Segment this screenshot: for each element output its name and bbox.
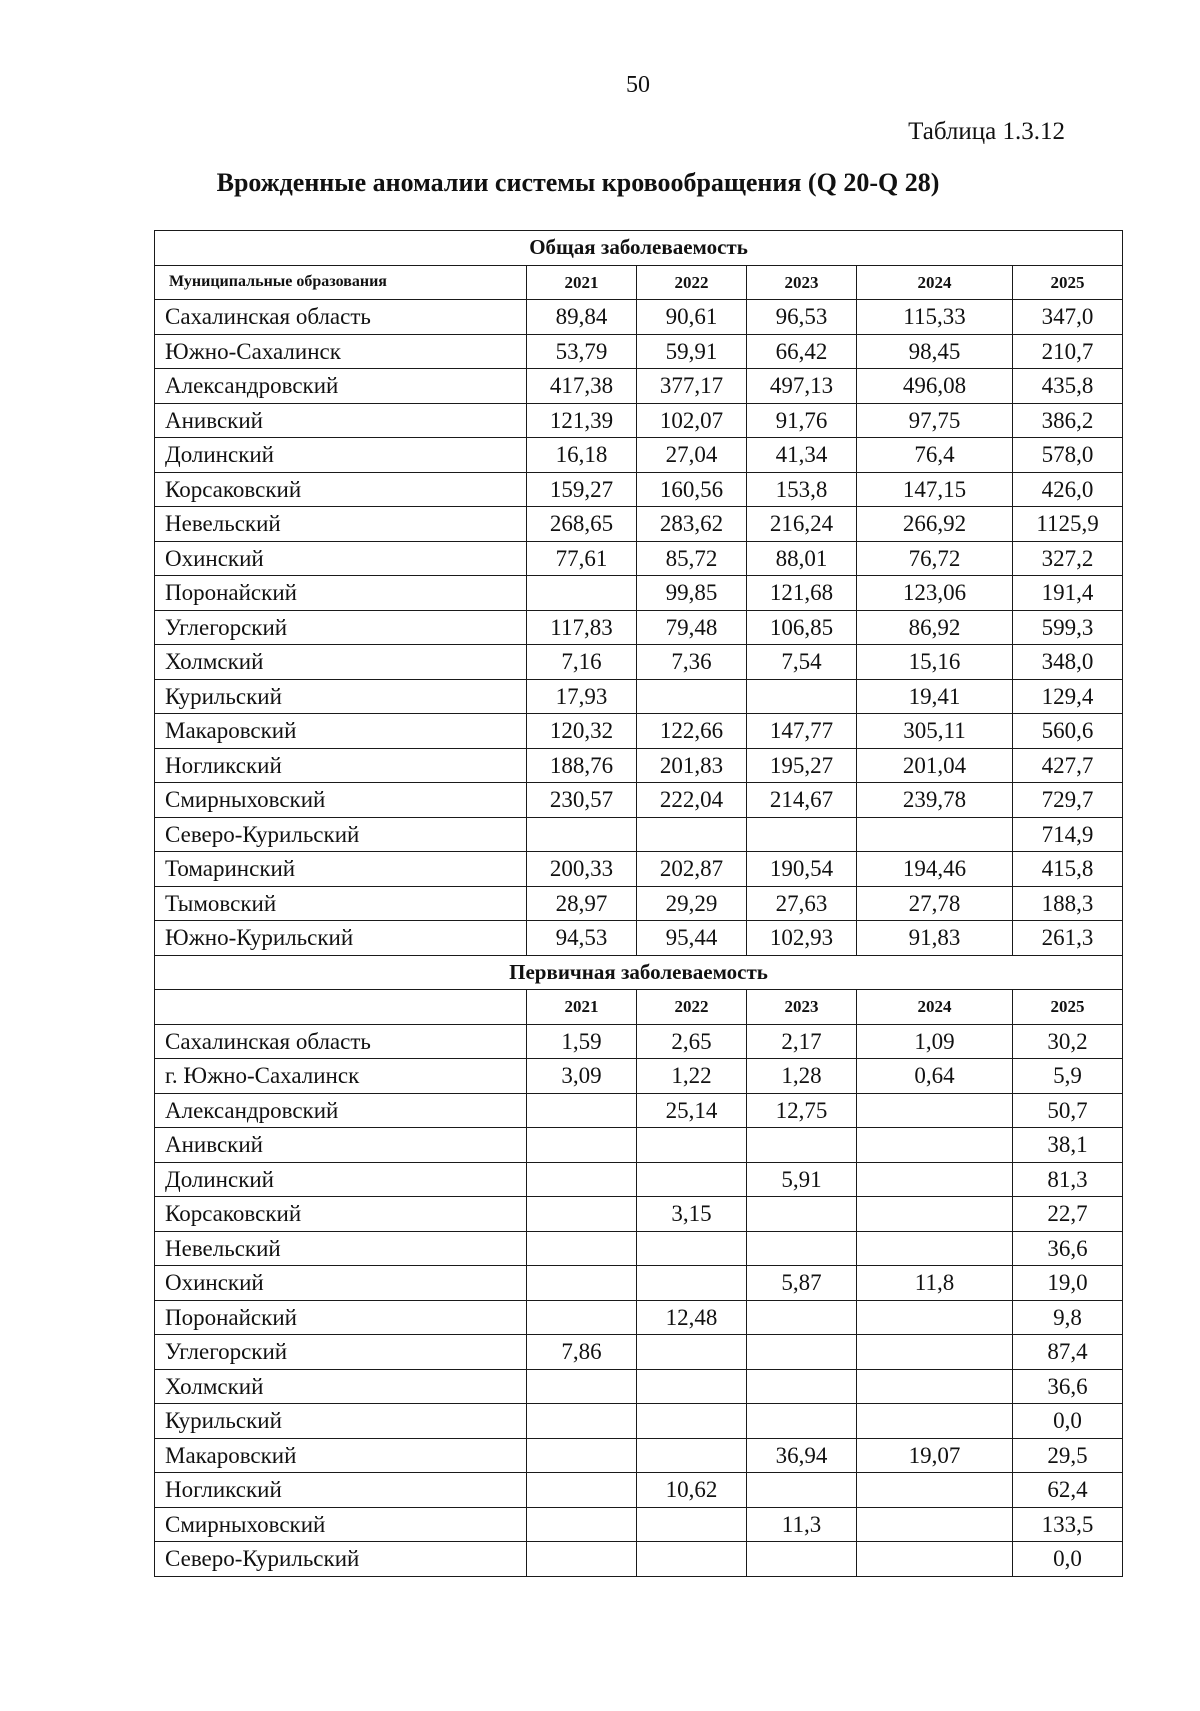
municipality-name: Северо-Курильский [155, 1542, 527, 1577]
table-row [155, 403, 1123, 438]
rate-value [527, 1197, 637, 1232]
rate-value: 121,39 [527, 403, 637, 438]
rate-value: 230,57 [527, 783, 637, 818]
rate-value: 27,63 [747, 886, 857, 921]
rate-value: 0,64 [857, 1059, 1013, 1094]
rate-value [857, 1335, 1013, 1370]
table-row [155, 472, 1123, 507]
rate-value: 66,42 [747, 334, 857, 369]
table-row [155, 1024, 1123, 1059]
rate-value: 7,16 [527, 645, 637, 680]
municipality-name: Смирныховский [155, 1507, 527, 1542]
rate-value: 5,9 [1013, 1059, 1123, 1094]
municipality-name: Курильский [155, 1404, 527, 1439]
municipality-name: Поронайский [155, 576, 527, 611]
rate-value [637, 679, 747, 714]
rate-value: 1,28 [747, 1059, 857, 1094]
municipality-name: Тымовский [155, 886, 527, 921]
municipality-name: Охинский [155, 1266, 527, 1301]
table-row [155, 645, 1123, 680]
rate-value: 188,3 [1013, 886, 1123, 921]
rate-value: 29,5 [1013, 1438, 1123, 1473]
rate-value: 305,11 [857, 714, 1013, 749]
rate-value: 0,0 [1013, 1542, 1123, 1577]
rate-value [637, 1404, 747, 1439]
rate-value [527, 1162, 637, 1197]
rate-value [527, 1542, 637, 1577]
table-row [155, 1369, 1123, 1404]
table-row [155, 714, 1123, 749]
rate-value: 348,0 [1013, 645, 1123, 680]
rate-value: 81,3 [1013, 1162, 1123, 1197]
header-year: 2021 [527, 990, 637, 1025]
header-year: 2025 [1013, 265, 1123, 300]
rate-value [857, 1300, 1013, 1335]
table-row [155, 1162, 1123, 1197]
rate-value [747, 1300, 857, 1335]
rate-value: 90,61 [637, 300, 747, 335]
rate-value: 95,44 [637, 921, 747, 956]
rate-value: 1,09 [857, 1024, 1013, 1059]
rate-value: 102,07 [637, 403, 747, 438]
rate-value [747, 1542, 857, 1577]
rate-value: 200,33 [527, 852, 637, 887]
table-header-row [155, 265, 1123, 300]
rate-value [527, 1093, 637, 1128]
rate-value: 129,4 [1013, 679, 1123, 714]
rate-value [747, 1473, 857, 1508]
rate-value: 121,68 [747, 576, 857, 611]
header-municipality: Муниципальные образования [155, 265, 527, 300]
rate-value: 160,56 [637, 472, 747, 507]
rate-value: 3,09 [527, 1059, 637, 1094]
header-year: 2023 [747, 265, 857, 300]
rate-value: 386,2 [1013, 403, 1123, 438]
rate-value: 191,4 [1013, 576, 1123, 611]
municipality-name: Невельский [155, 507, 527, 542]
rate-value [857, 1197, 1013, 1232]
municipality-name: Холмский [155, 645, 527, 680]
rate-value: 106,85 [747, 610, 857, 645]
table-row [155, 1473, 1123, 1508]
rate-value: 86,92 [857, 610, 1013, 645]
rate-value: 133,5 [1013, 1507, 1123, 1542]
rate-value: 560,6 [1013, 714, 1123, 749]
rate-value: 190,54 [747, 852, 857, 887]
rate-value: 153,8 [747, 472, 857, 507]
rate-value [857, 1369, 1013, 1404]
rate-value: 98,45 [857, 334, 1013, 369]
rate-value: 210,7 [1013, 334, 1123, 369]
rate-value: 147,15 [857, 472, 1013, 507]
rate-value: 11,8 [857, 1266, 1013, 1301]
rate-value: 19,07 [857, 1438, 1013, 1473]
table-row [155, 1438, 1123, 1473]
rate-value: 99,85 [637, 576, 747, 611]
rate-value: 496,08 [857, 369, 1013, 404]
table-row [155, 541, 1123, 576]
rate-value: 85,72 [637, 541, 747, 576]
table-row [155, 679, 1123, 714]
rate-value [637, 1438, 747, 1473]
rate-value: 377,17 [637, 369, 747, 404]
rate-value: 17,93 [527, 679, 637, 714]
morbidity-table [154, 230, 1123, 1577]
rate-value [527, 1128, 637, 1163]
table-header-row [155, 990, 1123, 1025]
municipality-name: г. Южно-Сахалинск [155, 1059, 527, 1094]
rate-value [747, 1231, 857, 1266]
municipality-name: Смирныховский [155, 783, 527, 818]
rate-value: 714,9 [1013, 817, 1123, 852]
page-number: 50 [626, 72, 650, 98]
rate-value: 729,7 [1013, 783, 1123, 818]
municipality-name: Александровский [155, 369, 527, 404]
rate-value: 77,61 [527, 541, 637, 576]
rate-value [527, 1266, 637, 1301]
rate-value: 202,87 [637, 852, 747, 887]
rate-value: 120,32 [527, 714, 637, 749]
rate-value: 261,3 [1013, 921, 1123, 956]
table-row [155, 1128, 1123, 1163]
header-year: 2021 [527, 265, 637, 300]
rate-value: 25,14 [637, 1093, 747, 1128]
rate-value: 347,0 [1013, 300, 1123, 335]
municipality-name: Сахалинская область [155, 1024, 527, 1059]
municipality-name: Корсаковский [155, 1197, 527, 1232]
rate-value [637, 1507, 747, 1542]
rate-value: 578,0 [1013, 438, 1123, 473]
municipality-name: Корсаковский [155, 472, 527, 507]
municipality-name: Южно-Сахалинск [155, 334, 527, 369]
rate-value: 27,04 [637, 438, 747, 473]
header-year: 2024 [857, 990, 1013, 1025]
municipality-name: Анивский [155, 403, 527, 438]
rate-value: 239,78 [857, 783, 1013, 818]
rate-value [527, 1507, 637, 1542]
table-row [155, 783, 1123, 818]
municipality-name: Ногликский [155, 1473, 527, 1508]
rate-value [527, 1369, 637, 1404]
rate-value: 115,33 [857, 300, 1013, 335]
municipality-name: Холмский [155, 1369, 527, 1404]
rate-value: 159,27 [527, 472, 637, 507]
rate-value: 426,0 [1013, 472, 1123, 507]
section-title-row [155, 231, 1123, 266]
rate-value [857, 1542, 1013, 1577]
header-year: 2022 [637, 990, 747, 1025]
rate-value [857, 1128, 1013, 1163]
rate-value: 7,36 [637, 645, 747, 680]
rate-value: 22,7 [1013, 1197, 1123, 1232]
rate-value: 7,86 [527, 1335, 637, 1370]
header-year: 2023 [747, 990, 857, 1025]
section-title: Первичная заболеваемость [155, 955, 1123, 990]
rate-value: 76,72 [857, 541, 1013, 576]
rate-value [527, 817, 637, 852]
rate-value: 96,53 [747, 300, 857, 335]
rate-value: 268,65 [527, 507, 637, 542]
rate-value: 201,04 [857, 748, 1013, 783]
section-title: Общая заболеваемость [155, 231, 1123, 266]
rate-value [747, 817, 857, 852]
rate-value: 36,94 [747, 1438, 857, 1473]
table-row [155, 1059, 1123, 1094]
rate-value: 5,91 [747, 1162, 857, 1197]
header-year: 2025 [1013, 990, 1123, 1025]
morbidity-table-body [155, 231, 1123, 1577]
rate-value: 1,22 [637, 1059, 747, 1094]
rate-value: 2,65 [637, 1024, 747, 1059]
rate-value: 222,04 [637, 783, 747, 818]
rate-value: 89,84 [527, 300, 637, 335]
rate-value: 216,24 [747, 507, 857, 542]
header-year: 2024 [857, 265, 1013, 300]
rate-value: 97,75 [857, 403, 1013, 438]
table-row [155, 748, 1123, 783]
rate-value [637, 1542, 747, 1577]
table-row [155, 576, 1123, 611]
rate-value: 87,4 [1013, 1335, 1123, 1370]
rate-value [747, 1369, 857, 1404]
rate-value [747, 1404, 857, 1439]
rate-value: 123,06 [857, 576, 1013, 611]
municipality-name: Томаринский [155, 852, 527, 887]
municipality-name: Поронайский [155, 1300, 527, 1335]
rate-value [857, 1093, 1013, 1128]
rate-value [637, 1266, 747, 1301]
rate-value: 62,4 [1013, 1473, 1123, 1508]
rate-value [637, 1335, 747, 1370]
rate-value [527, 1404, 637, 1439]
rate-value: 53,79 [527, 334, 637, 369]
rate-value [747, 1335, 857, 1370]
table-row [155, 1266, 1123, 1301]
rate-value [747, 679, 857, 714]
municipality-name: Макаровский [155, 714, 527, 749]
rate-value [857, 1507, 1013, 1542]
rate-value: 417,38 [527, 369, 637, 404]
rate-value [527, 576, 637, 611]
rate-value: 29,29 [637, 886, 747, 921]
table-row [155, 507, 1123, 542]
rate-value: 3,15 [637, 1197, 747, 1232]
rate-value [857, 1404, 1013, 1439]
rate-value: 122,66 [637, 714, 747, 749]
table-row [155, 610, 1123, 645]
rate-value: 91,76 [747, 403, 857, 438]
rate-value [637, 1231, 747, 1266]
rate-value [527, 1231, 637, 1266]
rate-value: 41,34 [747, 438, 857, 473]
rate-value: 88,01 [747, 541, 857, 576]
municipality-name: Ногликский [155, 748, 527, 783]
rate-value: 117,83 [527, 610, 637, 645]
rate-value: 435,8 [1013, 369, 1123, 404]
rate-value: 27,78 [857, 886, 1013, 921]
rate-value: 30,2 [1013, 1024, 1123, 1059]
rate-value: 10,62 [637, 1473, 747, 1508]
rate-value: 38,1 [1013, 1128, 1123, 1163]
rate-value: 91,83 [857, 921, 1013, 956]
table-row [155, 886, 1123, 921]
rate-value [857, 1231, 1013, 1266]
rate-value: 147,77 [747, 714, 857, 749]
rate-value: 283,62 [637, 507, 747, 542]
rate-value: 327,2 [1013, 541, 1123, 576]
rate-value: 0,0 [1013, 1404, 1123, 1439]
municipality-name: Долинский [155, 1162, 527, 1197]
table-row [155, 1542, 1123, 1577]
municipality-name: Александровский [155, 1093, 527, 1128]
municipality-name: Долинский [155, 438, 527, 473]
rate-value: 19,41 [857, 679, 1013, 714]
table-row [155, 1404, 1123, 1439]
rate-value: 497,13 [747, 369, 857, 404]
rate-value: 599,3 [1013, 610, 1123, 645]
table-row [155, 1507, 1123, 1542]
table-row [155, 1093, 1123, 1128]
rate-value: 7,54 [747, 645, 857, 680]
rate-value [747, 1197, 857, 1232]
rate-value [637, 817, 747, 852]
rate-value: 94,53 [527, 921, 637, 956]
table-row [155, 817, 1123, 852]
rate-value: 11,3 [747, 1507, 857, 1542]
municipality-name: Углегорский [155, 610, 527, 645]
rate-value [747, 1128, 857, 1163]
rate-value: 1,59 [527, 1024, 637, 1059]
rate-value: 36,6 [1013, 1231, 1123, 1266]
rate-value: 266,92 [857, 507, 1013, 542]
table-row [155, 438, 1123, 473]
rate-value: 5,87 [747, 1266, 857, 1301]
table-row [155, 1231, 1123, 1266]
table-caption: Таблица 1.3.12 [908, 118, 1065, 145]
rate-value: 12,75 [747, 1093, 857, 1128]
table-row [155, 369, 1123, 404]
header-year: 2022 [637, 265, 747, 300]
table-row [155, 300, 1123, 335]
rate-value: 15,16 [857, 645, 1013, 680]
municipality-name: Углегорский [155, 1335, 527, 1370]
rate-value [527, 1438, 637, 1473]
rate-value: 427,7 [1013, 748, 1123, 783]
table-row [155, 1197, 1123, 1232]
municipality-name: Северо-Курильский [155, 817, 527, 852]
rate-value [637, 1369, 747, 1404]
rate-value: 50,7 [1013, 1093, 1123, 1128]
rate-value: 201,83 [637, 748, 747, 783]
rate-value [637, 1162, 747, 1197]
municipality-name: Южно-Курильский [155, 921, 527, 956]
header-municipality [155, 990, 527, 1025]
table-row [155, 852, 1123, 887]
rate-value: 2,17 [747, 1024, 857, 1059]
rate-value [527, 1473, 637, 1508]
municipality-name: Анивский [155, 1128, 527, 1163]
rate-value [527, 1300, 637, 1335]
rate-value: 9,8 [1013, 1300, 1123, 1335]
table-row [155, 1300, 1123, 1335]
rate-value [857, 817, 1013, 852]
rate-value: 188,76 [527, 748, 637, 783]
rate-value: 102,93 [747, 921, 857, 956]
document-title: Врожденные аномалии системы кровообращения (Q 20-Q 28) [216, 168, 940, 197]
rate-value [857, 1473, 1013, 1508]
rate-value: 12,48 [637, 1300, 747, 1335]
municipality-name: Курильский [155, 679, 527, 714]
rate-value: 76,4 [857, 438, 1013, 473]
rate-value: 16,18 [527, 438, 637, 473]
rate-value: 415,8 [1013, 852, 1123, 887]
rate-value [637, 1128, 747, 1163]
table-row [155, 334, 1123, 369]
rate-value: 19,0 [1013, 1266, 1123, 1301]
rate-value: 214,67 [747, 783, 857, 818]
rate-value: 28,97 [527, 886, 637, 921]
rate-value: 1125,9 [1013, 507, 1123, 542]
rate-value: 195,27 [747, 748, 857, 783]
municipality-name: Сахалинская область [155, 300, 527, 335]
municipality-name: Макаровский [155, 1438, 527, 1473]
municipality-name: Охинский [155, 541, 527, 576]
table-row [155, 921, 1123, 956]
table-row [155, 1335, 1123, 1370]
rate-value: 59,91 [637, 334, 747, 369]
rate-value: 36,6 [1013, 1369, 1123, 1404]
rate-value: 79,48 [637, 610, 747, 645]
rate-value [857, 1162, 1013, 1197]
municipality-name: Невельский [155, 1231, 527, 1266]
section-title-row [155, 955, 1123, 990]
rate-value: 194,46 [857, 852, 1013, 887]
